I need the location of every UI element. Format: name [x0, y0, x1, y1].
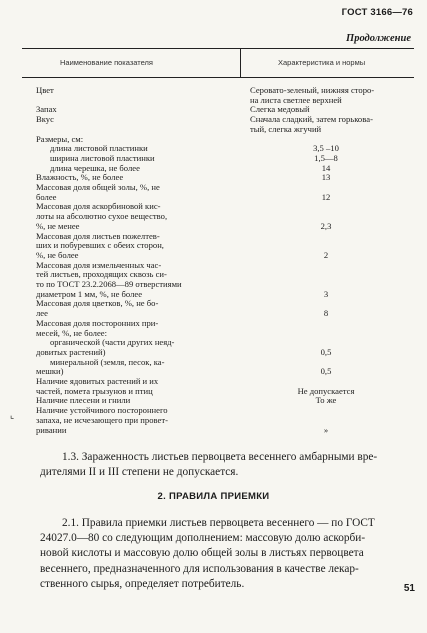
table-cell-characteristic: 3 — [323, 288, 329, 299]
table-cell-indicator: ширина листовой пластинки — [50, 152, 155, 163]
paragraph-1-3 — [40, 450, 416, 480]
table-cell-characteristic: 12 — [321, 191, 331, 202]
table-cell-characteristic: Серовато-зеленый, нижняя сторо- — [250, 85, 375, 95]
table-cell-indicator: Наличие ядовитых растений и их — [36, 376, 159, 386]
table-cell-characteristic: тый, слегка жгучий — [250, 123, 322, 134]
table-cell-characteristic: 14 — [321, 162, 331, 173]
table-cell-indicator: длина черешка, не более — [50, 162, 140, 173]
document-header-code: ГОСТ 3166—76 — [341, 7, 413, 18]
margin-mark: ⌞ — [10, 410, 15, 420]
page-number: 51 — [403, 583, 415, 594]
table-cell-indicator: Массовая доля общей золы, %, не — [36, 182, 160, 192]
table-cell-characteristic: 0,5 — [320, 366, 332, 377]
table-cell-indicator: Массовая доля цветков, %, не бо- — [36, 298, 159, 309]
table-cell-indicator: Массовая доля измельченных час- — [36, 259, 162, 270]
table-cell-characteristic: 0,5 — [320, 346, 332, 357]
table-cell-indicator: месей, %, не более: — [36, 327, 107, 338]
table-cell-indicator: довитых растений) — [36, 346, 106, 357]
table-cell-indicator: диаметром 1 мм, %, не более — [36, 288, 143, 299]
table-cell-indicator: ших и побуревших с обеих сторон, — [36, 240, 164, 251]
paragraph-line: весеннего, предназначенного для использования в качестве лекар- — [40, 562, 359, 575]
table-cell-indicator: более — [36, 191, 57, 202]
table-cell-indicator: Вкус — [36, 114, 54, 125]
table-cell-indicator: тей листьев, проходящих сквозь си- — [36, 269, 167, 280]
table-header-characteristic: Характеристика и нормы — [278, 58, 366, 67]
table-cell-characteristic: 1,5—8 — [314, 152, 338, 163]
table-cell-characteristic: То же — [315, 395, 337, 406]
table-cell-indicator: то по ТОСТ 23.2.2068—89 отверстиями — [36, 279, 182, 289]
table-cell-characteristic: Сначала сладкий, затем горьковa- — [250, 114, 373, 125]
paragraph-line: дителями II и III степени не допускается. — [40, 466, 239, 479]
table-cell-indicator: Цвет — [36, 85, 54, 95]
table-cell-indicator: Массовая доля аскорбиновой кис- — [36, 201, 161, 212]
table-cell-indicator: %, не более — [36, 249, 79, 260]
table-top-rule — [22, 48, 414, 49]
table-cell-indicator: частей, помета грызунов и птиц — [36, 385, 153, 396]
table-cell-characteristic: на листа светлее верхней — [250, 94, 342, 105]
table-cell-characteristic: 13 — [321, 172, 331, 183]
table-header-rule — [22, 77, 414, 78]
table-cell-characteristic: 2,3 — [320, 220, 332, 231]
paragraph-line: 1.3. Зараженность листьев первоцвета весеннего амбарными вре- — [62, 451, 378, 463]
paragraph-line: ственного сырья, определяет потребитель. — [40, 577, 245, 590]
table-cell-indicator: мешки) — [36, 366, 64, 377]
table-cell-indicator: длина листовой пластинки — [50, 143, 148, 154]
table-header-indicator: Наименование показателя — [60, 58, 153, 67]
paragraph-line: 2.1. Правила приемки листьев первоцвета весеннего — по ГОСТ — [62, 517, 375, 529]
paragraph-2-1 — [40, 516, 416, 592]
table-cell-indicator: Наличие плесени и гнили — [36, 395, 131, 406]
table-cell-characteristic: 2 — [323, 249, 329, 260]
paragraph-line: новой кислоты и массовую долю общей золы в листьях первоцвета — [40, 547, 364, 560]
table-cell-indicator: Массовая доля посторонних при- — [36, 317, 159, 328]
table-cell-characteristic: Слегка медовый — [250, 104, 310, 115]
table-cell-indicator: Наличие устойчивого постороннего — [36, 405, 168, 416]
table-cell-characteristic: 3,5 –10 — [313, 143, 339, 154]
table-cell-characteristic: » — [323, 424, 329, 435]
table-cell-characteristic: Не допускается — [297, 385, 355, 396]
table-column-divider — [240, 49, 241, 77]
section-title-acceptance-rules: 2. ПРАВИЛА ПРИЕМКИ — [157, 491, 270, 502]
table-cell-indicator: минеральной (земля, песок, ка- — [50, 356, 165, 367]
table-cell-indicator: лоты на абсолютно сухое вещество, — [36, 211, 168, 222]
table-cell-indicator: ривании — [36, 424, 67, 435]
table-cell-indicator: Массовая доля листьев пожелтев- — [36, 230, 160, 241]
table-cell-indicator: лее — [36, 308, 48, 319]
table-cell-indicator: запаха, не исчезающего при провет- — [36, 414, 168, 425]
table-cell-indicator: Размеры, см: — [36, 133, 84, 144]
paragraph-line: 24027.0—80 со следующим дополнением: массовую долю аскорби- — [40, 532, 366, 545]
table-cell-indicator: органической (части других неяд- — [50, 337, 175, 348]
continued-label: Продолжение — [346, 33, 411, 44]
table-cell-indicator: Запах — [36, 104, 57, 115]
table-cell-characteristic: 8 — [323, 308, 329, 319]
table-cell-indicator: Влажность, %, не более — [36, 172, 124, 183]
table-cell-indicator: %, не менее — [36, 220, 80, 231]
